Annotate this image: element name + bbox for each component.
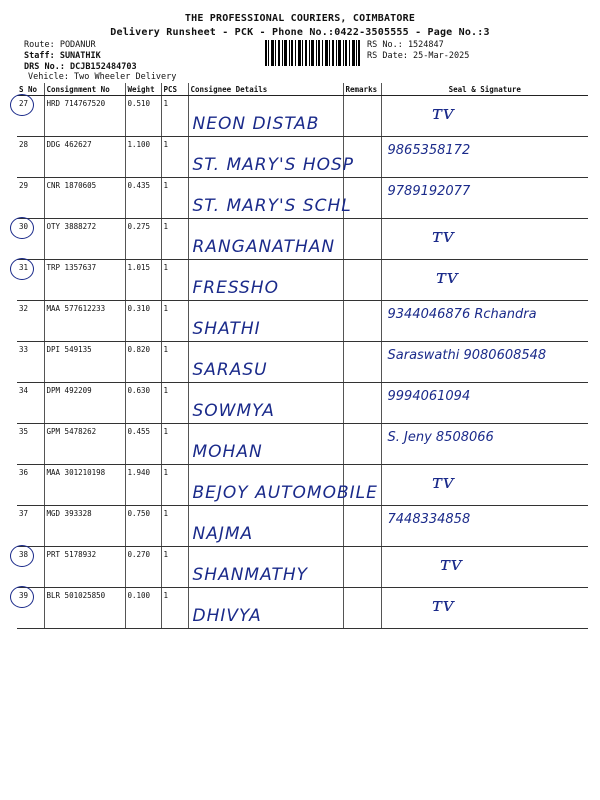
table-row xyxy=(17,547,588,588)
weight-value xyxy=(125,137,161,178)
consignee-details xyxy=(188,301,343,342)
signature-mark-icon: ᴛᴠ xyxy=(435,264,458,288)
weight-value xyxy=(125,219,161,260)
weight-value xyxy=(125,547,161,588)
remarks-cell xyxy=(343,137,381,178)
seal-signature xyxy=(381,547,588,588)
serial-number xyxy=(17,383,44,424)
seal-signature xyxy=(381,137,588,178)
col-consignment: Consignment No xyxy=(44,83,125,96)
consignment-number-text: DPI 549135 xyxy=(46,345,92,354)
consignee-handwriting: SHANMATHY xyxy=(192,565,309,585)
consignee-details xyxy=(188,588,343,629)
serial-number xyxy=(17,547,44,588)
table-row xyxy=(17,137,588,178)
serial-number xyxy=(17,219,44,260)
rs-date: RS Date: 25-Mar-2025 xyxy=(367,51,470,61)
circle-mark xyxy=(10,217,34,239)
remarks-cell xyxy=(343,547,381,588)
serial-number-text: 38 xyxy=(19,550,29,559)
circle-mark xyxy=(10,586,34,608)
pcs-value-text: 1 xyxy=(163,550,169,559)
consignment-number-text: MGD 393328 xyxy=(46,509,92,518)
pcs-value xyxy=(161,342,188,383)
col-weight: Weight xyxy=(125,83,161,96)
table-row xyxy=(17,506,588,547)
circle-mark xyxy=(10,258,34,280)
weight-value xyxy=(125,383,161,424)
consignment-number-text: BLR 501025850 xyxy=(46,591,106,600)
weight-value-text: 0.630 xyxy=(127,386,151,395)
signature-mark-icon: ᴛᴠ xyxy=(431,223,454,247)
pcs-value xyxy=(161,383,188,424)
consignment-number xyxy=(44,465,125,506)
signature-handwriting: 9789192077 xyxy=(387,184,471,199)
serial-number xyxy=(17,137,44,178)
consignment-number xyxy=(44,342,125,383)
weight-value-text: 0.100 xyxy=(127,591,151,600)
remarks-cell xyxy=(343,301,381,342)
consignment-number-text: TRP 1357637 xyxy=(46,263,97,272)
serial-number-text: 34 xyxy=(19,386,29,395)
company-title: THE PROFESSIONAL COURIERS, COIMBATORE xyxy=(184,13,416,24)
consignee-handwriting: SARASU xyxy=(192,360,268,380)
table-header-row xyxy=(17,83,588,96)
signature-handwriting: S. Jeny 8508066 xyxy=(387,430,494,445)
remarks-cell xyxy=(343,219,381,260)
serial-number xyxy=(17,96,44,137)
consignment-number xyxy=(44,383,125,424)
consignee-details xyxy=(188,342,343,383)
seal-signature xyxy=(381,260,588,301)
serial-number xyxy=(17,506,44,547)
pcs-value-text: 1 xyxy=(163,386,169,395)
remarks-cell xyxy=(343,506,381,547)
serial-number-text: 36 xyxy=(19,468,29,477)
consignee-handwriting: NAJMA xyxy=(192,524,254,544)
pcs-value-text: 1 xyxy=(163,222,169,231)
consignee-details xyxy=(188,96,343,137)
pcs-value-text: 1 xyxy=(163,263,169,272)
signature-handwriting: Saraswathi 9080608548 xyxy=(387,348,547,363)
serial-number-text: 39 xyxy=(19,591,29,600)
consignment-number-text: OTY 3888272 xyxy=(46,222,97,231)
consignee-handwriting: BEJOY AUTOMOBILE xyxy=(192,483,378,503)
table-row xyxy=(17,342,588,383)
col-sno: S No xyxy=(17,83,44,96)
consignee-handwriting: ST. MARY'S HOSP xyxy=(192,155,355,175)
signature-handwriting: 9994061094 xyxy=(387,389,471,404)
drs-label: DRS No.: DCJB152484703 xyxy=(24,62,137,72)
pcs-value-text: 1 xyxy=(163,468,169,477)
consignment-number-text: DDG 462627 xyxy=(46,140,92,149)
staff-label: Staff: SUNATHIK xyxy=(24,51,101,61)
weight-value xyxy=(125,588,161,629)
rs-number: RS No.: 1524847 xyxy=(367,40,444,50)
signature-mark-icon: ᴛᴠ xyxy=(439,551,462,575)
seal-signature xyxy=(381,506,588,547)
serial-number-text: 30 xyxy=(19,222,29,231)
pcs-value-text: 1 xyxy=(163,140,169,149)
table-row xyxy=(17,588,588,629)
pcs-value xyxy=(161,137,188,178)
signature-handwriting: 9344046876 Rchandra xyxy=(387,307,537,322)
serial-number xyxy=(17,301,44,342)
runsheet-subtitle: Delivery Runsheet - PCK - Phone No.:0422-3505555 - Page No.:3 xyxy=(110,27,490,38)
consignee-details xyxy=(188,219,343,260)
consignment-number xyxy=(44,547,125,588)
pcs-value xyxy=(161,178,188,219)
remarks-cell xyxy=(343,342,381,383)
circle-mark xyxy=(10,545,34,567)
consignee-handwriting: ST. MARY'S SCHL xyxy=(192,196,352,216)
weight-value-text: 0.275 xyxy=(127,222,151,231)
seal-signature xyxy=(381,465,588,506)
vehicle-label: Vehicle: Two Wheeler Delivery xyxy=(28,72,177,82)
consignee-details xyxy=(188,424,343,465)
serial-number-text: 32 xyxy=(19,304,29,313)
weight-value xyxy=(125,342,161,383)
table-row xyxy=(17,178,588,219)
weight-value-text: 1.100 xyxy=(127,140,151,149)
barcode xyxy=(265,40,360,66)
remarks-cell xyxy=(343,383,381,424)
serial-number-text: 31 xyxy=(19,263,29,272)
consignee-details xyxy=(188,260,343,301)
signature-handwriting: 7448334858 xyxy=(387,512,471,527)
consignee-handwriting: DHIVYA xyxy=(192,606,262,626)
serial-number-text: 35 xyxy=(19,427,29,436)
weight-value-text: 1.940 xyxy=(127,468,151,477)
table-row xyxy=(17,424,588,465)
col-pcs: PCS xyxy=(161,83,188,96)
consignee-handwriting: FRESSHO xyxy=(192,278,279,298)
serial-number xyxy=(17,342,44,383)
pcs-value xyxy=(161,506,188,547)
pcs-value-text: 1 xyxy=(163,427,169,436)
remarks-cell xyxy=(343,96,381,137)
consignee-handwriting: RANGANATHAN xyxy=(192,237,336,257)
signature-handwriting: 9865358172 xyxy=(387,143,471,158)
consignment-number xyxy=(44,178,125,219)
weight-value-text: 0.750 xyxy=(127,509,151,518)
consignment-number xyxy=(44,506,125,547)
signature-mark-icon: ᴛᴠ xyxy=(431,592,454,616)
col-remarks: Remarks xyxy=(343,83,381,96)
consignee-details xyxy=(188,383,343,424)
consignment-number-text: GPM 5478262 xyxy=(46,427,97,436)
consignee-handwriting: NEON DISTAB xyxy=(192,114,320,134)
route-label: Route: PODANUR xyxy=(24,40,96,50)
pcs-value xyxy=(161,96,188,137)
consignment-number-text: CNR 1870605 xyxy=(46,181,97,190)
table-row xyxy=(17,219,588,260)
weight-value xyxy=(125,506,161,547)
seal-signature xyxy=(381,342,588,383)
serial-number-text: 37 xyxy=(19,509,29,518)
pcs-value xyxy=(161,547,188,588)
consignee-details xyxy=(188,178,352,219)
signature-mark-icon: ᴛᴠ xyxy=(431,469,454,493)
consignee-details xyxy=(188,547,343,588)
weight-value xyxy=(125,465,161,506)
serial-number xyxy=(17,260,44,301)
consignment-number xyxy=(44,424,125,465)
seal-signature xyxy=(381,178,588,219)
table-row xyxy=(17,465,588,506)
pcs-value xyxy=(161,588,188,629)
consignee-handwriting: MOHAN xyxy=(192,442,263,462)
seal-signature xyxy=(381,424,588,465)
weight-value-text: 1.015 xyxy=(127,263,151,272)
consignee-details xyxy=(188,506,343,547)
serial-number xyxy=(17,178,44,219)
weight-value-text: 0.270 xyxy=(127,550,151,559)
table-row xyxy=(17,301,588,342)
weight-value xyxy=(125,260,161,301)
pcs-value xyxy=(161,219,188,260)
serial-number xyxy=(17,588,44,629)
remarks-cell xyxy=(343,465,381,506)
serial-number xyxy=(17,465,44,506)
weight-value-text: 0.510 xyxy=(127,99,151,108)
circle-mark xyxy=(10,94,34,116)
consignment-number-text: HRD 714767520 xyxy=(46,99,106,108)
weight-value-text: 0.435 xyxy=(127,181,151,190)
consignment-number-text: MAA 577612233 xyxy=(46,304,106,313)
consignee-details xyxy=(188,137,355,178)
serial-number xyxy=(17,424,44,465)
weight-value-text: 0.455 xyxy=(127,427,151,436)
col-consignee: Consignee Details xyxy=(188,83,343,96)
pcs-value xyxy=(161,465,188,506)
pcs-value-text: 1 xyxy=(163,591,169,600)
serial-number-text: 28 xyxy=(19,140,29,149)
weight-value xyxy=(125,424,161,465)
weight-value-text: 0.310 xyxy=(127,304,151,313)
seal-signature xyxy=(381,588,588,629)
pcs-value-text: 1 xyxy=(163,99,169,108)
consignment-number-text: MAA 301210198 xyxy=(46,468,106,477)
serial-number-text: 29 xyxy=(19,181,29,190)
consignment-number-text: DPM 492209 xyxy=(46,386,92,395)
consignment-number xyxy=(44,588,125,629)
weight-value xyxy=(125,301,161,342)
consignment-number xyxy=(44,301,125,342)
remarks-cell xyxy=(343,588,381,629)
weight-value xyxy=(125,96,161,137)
consignment-number xyxy=(44,137,125,178)
col-signature: Seal & Signature xyxy=(381,83,588,96)
consignment-number xyxy=(44,96,125,137)
table-row xyxy=(17,383,588,424)
seal-signature xyxy=(381,383,588,424)
pcs-value-text: 1 xyxy=(163,345,169,354)
pcs-value xyxy=(161,260,188,301)
consignee-details xyxy=(188,465,378,506)
consignment-number-text: PRT 5178932 xyxy=(46,550,97,559)
serial-number-text: 27 xyxy=(19,99,29,108)
table-row xyxy=(17,260,588,301)
remarks-cell xyxy=(343,178,381,219)
seal-signature xyxy=(381,96,588,137)
weight-value-text: 0.820 xyxy=(127,345,151,354)
seal-signature xyxy=(381,219,588,260)
weight-value xyxy=(125,178,161,219)
signature-mark-icon: ᴛᴠ xyxy=(431,100,454,124)
consignment-number xyxy=(44,219,125,260)
consignee-handwriting: SHATHI xyxy=(192,319,261,339)
remarks-cell xyxy=(343,424,381,465)
runsheet-table xyxy=(17,83,588,629)
pcs-value-text: 1 xyxy=(163,181,169,190)
consignment-number xyxy=(44,260,125,301)
pcs-value-text: 1 xyxy=(163,304,169,313)
table-row xyxy=(17,96,588,137)
seal-signature xyxy=(381,301,588,342)
pcs-value xyxy=(161,301,188,342)
remarks-cell xyxy=(343,260,381,301)
pcs-value-text: 1 xyxy=(163,509,169,518)
pcs-value xyxy=(161,424,188,465)
serial-number-text: 33 xyxy=(19,345,29,354)
consignee-handwriting: SOWMYA xyxy=(192,401,275,421)
